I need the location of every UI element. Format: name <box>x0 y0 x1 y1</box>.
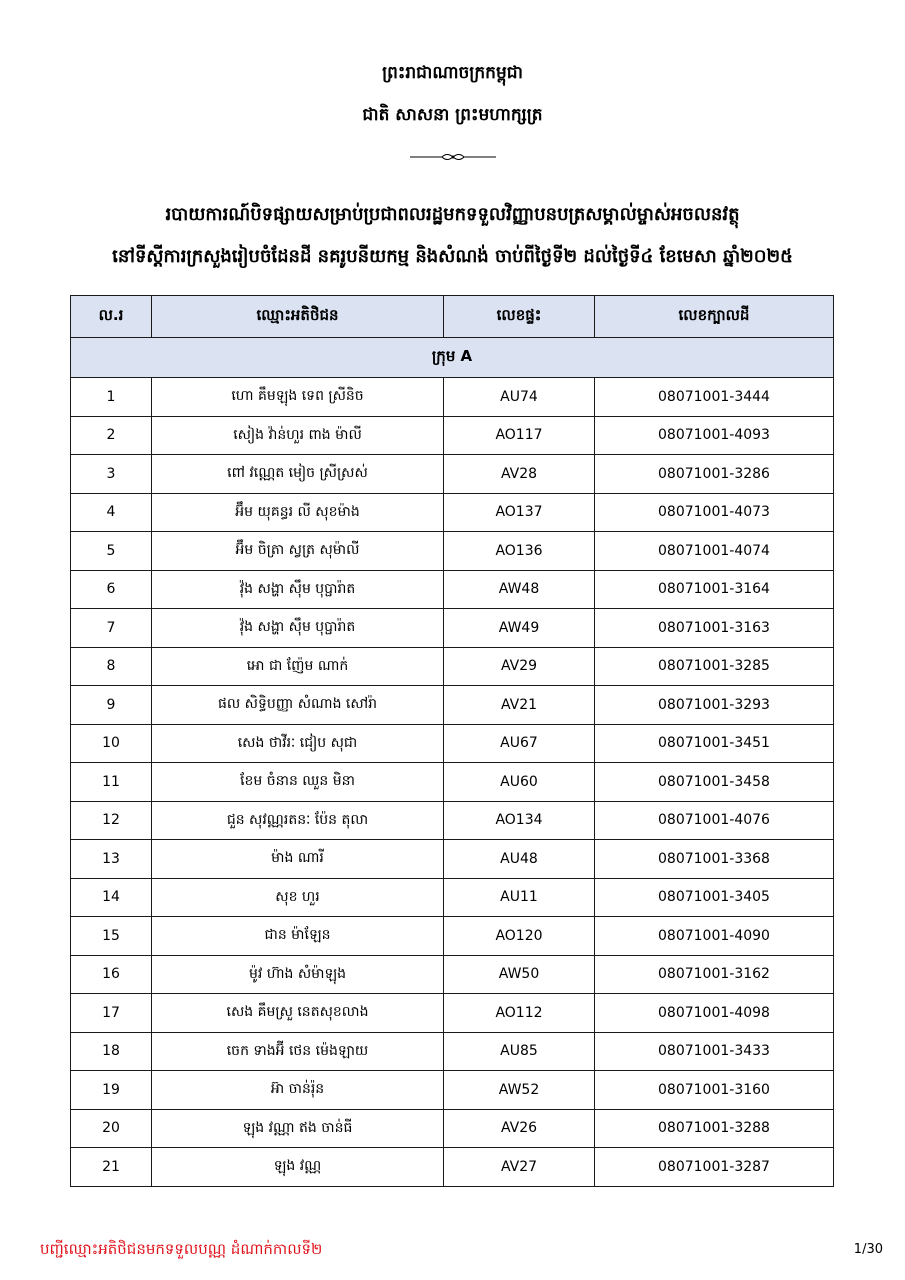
page-number: 1/30 <box>853 1242 883 1257</box>
parcel-number: 08071001-4074 <box>595 532 834 571</box>
parcel-number: 08071001-3405 <box>595 878 834 917</box>
row-number: 4 <box>71 493 152 532</box>
house-number: AV26 <box>444 1109 595 1148</box>
house-number: AO136 <box>444 532 595 571</box>
parcel-number: 08071001-3368 <box>595 840 834 879</box>
row-number: 2 <box>71 416 152 455</box>
house-number: AU11 <box>444 878 595 917</box>
client-name: វ៉ុង សង្ហា ស៊ឹម បុប្ផារ៉ាត <box>152 609 444 648</box>
table-row <box>71 878 834 917</box>
client-name: ហោ គឹមឡុង ទេព ស្រីនិច <box>152 378 444 417</box>
group-label: ក្រុម A <box>71 338 834 378</box>
house-number: AU67 <box>444 724 595 763</box>
row-number: 13 <box>71 840 152 879</box>
house-number: AU60 <box>444 763 595 802</box>
client-name: ឡុង វណ្ណ <box>152 1148 444 1187</box>
client-name: សុខ ហួរ <box>152 878 444 917</box>
client-name: អ៊ឹម យុគន្ធរ លី សុខម៉ាង <box>152 493 444 532</box>
table-row <box>71 1148 834 1187</box>
parcel-number: 08071001-3444 <box>595 378 834 417</box>
house-number: AV21 <box>444 686 595 725</box>
kingdom-heading: ព្រះរាជាណាចក្រកម្ពុជា <box>382 63 523 83</box>
table-row <box>71 1071 834 1110</box>
table-row <box>71 840 834 879</box>
house-number: AU74 <box>444 378 595 417</box>
header-parcel-number: លេខក្បាលដី <box>595 296 834 338</box>
row-number: 16 <box>71 955 152 994</box>
parcel-number: 08071001-3285 <box>595 647 834 686</box>
row-number: 8 <box>71 647 152 686</box>
table-row <box>71 994 834 1033</box>
client-name: អ៊ឹម ចិត្រា ស្វត្រ សុម៉ាលី <box>152 532 444 571</box>
row-number: 6 <box>71 570 152 609</box>
table-row <box>71 1109 834 1148</box>
house-number: AV27 <box>444 1148 595 1187</box>
client-name: ម៉ូវ ហ៊ាង សំម៉ាឡុង <box>152 955 444 994</box>
table-row <box>71 917 834 956</box>
row-number: 18 <box>71 1032 152 1071</box>
table-row <box>71 801 834 840</box>
client-name: សេង ថាវីរៈ ជៀប សុជា <box>152 724 444 763</box>
client-name: ជួន សុវណ្ណរតនៈ ប៉ែន តុលា <box>152 801 444 840</box>
client-name: វ៉ុង សង្ហា ស៊ឹម បុប្ផារ៉ាត <box>152 570 444 609</box>
house-number: AO134 <box>444 801 595 840</box>
row-number: 20 <box>71 1109 152 1148</box>
row-number: 9 <box>71 686 152 725</box>
client-name: អ៊ា ចាន់រ៉ុន <box>152 1071 444 1110</box>
row-number: 5 <box>71 532 152 571</box>
parcel-number: 08071001-3288 <box>595 1109 834 1148</box>
house-number: AW52 <box>444 1071 595 1110</box>
parcel-number: 08071001-3163 <box>595 609 834 648</box>
document-title-line-1: របាយការណ៍បិទផ្សាយសម្រាប់ប្រជាពលរដ្ឋមកទទួលវិញ្ញាបនបត្រសម្គាល់ម្ចាស់អចលនវត្ថុ <box>165 204 740 225</box>
table-row <box>71 609 834 648</box>
national-motto: ជាតិ សាសនា ព្រះមហាក្សត្រ <box>362 105 543 125</box>
row-number: 19 <box>71 1071 152 1110</box>
house-number: AW48 <box>444 570 595 609</box>
row-number: 11 <box>71 763 152 802</box>
table-row <box>71 416 834 455</box>
parcel-number: 08071001-4076 <box>595 801 834 840</box>
parcel-number: 08071001-4098 <box>595 994 834 1033</box>
parcel-number: 08071001-4093 <box>595 416 834 455</box>
client-name: ពៅ វណ្ណេត មៀច ស្រីស្រស់ <box>152 455 444 494</box>
parcel-number: 08071001-3458 <box>595 763 834 802</box>
client-name: ឡុង វណ្ណា ឥង ចាន់ធី <box>152 1109 444 1148</box>
header-number: ល.រ <box>71 296 152 338</box>
footer-note: បញ្ជីឈ្មោះអតិថិជនមកទទួលបណ្ណ ដំណាក់កាលទី២ <box>40 1240 323 1258</box>
table-row <box>71 955 834 994</box>
house-number: AV28 <box>444 455 595 494</box>
divider-ornament-icon <box>410 151 496 163</box>
row-number: 15 <box>71 917 152 956</box>
client-name: សេង គឹមស្រួ នេតសុខលាង <box>152 994 444 1033</box>
house-number: AO120 <box>444 917 595 956</box>
table-row <box>71 493 834 532</box>
house-number: AW49 <box>444 609 595 648</box>
group-row <box>71 338 834 378</box>
house-number: AW50 <box>444 955 595 994</box>
parcel-number: 08071001-3451 <box>595 724 834 763</box>
table-row <box>71 724 834 763</box>
row-number: 1 <box>71 378 152 417</box>
parcel-number: 08071001-3164 <box>595 570 834 609</box>
parcel-number: 08071001-3287 <box>595 1148 834 1187</box>
house-number: AO137 <box>444 493 595 532</box>
client-name: អោ ជា ញ៉ែម ណាក់ <box>152 647 444 686</box>
row-number: 7 <box>71 609 152 648</box>
header-client-name: ឈ្មោះអតិថិជន <box>152 296 444 338</box>
client-name: ម៉ាង ណារី <box>152 840 444 879</box>
document-title-line-2: នៅទីស្តីការក្រសួងរៀបចំដែនដី នគរូបនីយកម្ម និងសំណង់ ចាប់ពីថ្ងៃទី២ ដល់ថ្ងៃទី៤ ខែមេសា ឆ្នាំ២០២៥ <box>112 246 793 267</box>
parcel-number: 08071001-3162 <box>595 955 834 994</box>
table-row <box>71 686 834 725</box>
parcel-number: 08071001-3433 <box>595 1032 834 1071</box>
parcel-number: 08071001-3293 <box>595 686 834 725</box>
recipient-table <box>70 295 834 1187</box>
table-row <box>71 378 834 417</box>
table-header-row <box>71 296 834 338</box>
table-row <box>71 455 834 494</box>
parcel-number: 08071001-3160 <box>595 1071 834 1110</box>
client-name: សៀង វ៉ាន់ហួរ ពាង ម៉ាលី <box>152 416 444 455</box>
client-name: ខែម ចំនាន ឈួន មិនា <box>152 763 444 802</box>
client-name: ផល សិទ្ធិបញ្ញា សំណាង សៅរ៉ា <box>152 686 444 725</box>
parcel-number: 08071001-4090 <box>595 917 834 956</box>
house-number: AU85 <box>444 1032 595 1071</box>
table-row <box>71 763 834 802</box>
header-house-number: លេខផ្ទះ <box>444 296 595 338</box>
client-name: ចេក ទាងអ៊ី ថេន ម៉េងឡាយ <box>152 1032 444 1071</box>
house-number: AO112 <box>444 994 595 1033</box>
parcel-number: 08071001-4073 <box>595 493 834 532</box>
row-number: 21 <box>71 1148 152 1187</box>
row-number: 17 <box>71 994 152 1033</box>
row-number: 14 <box>71 878 152 917</box>
row-number: 12 <box>71 801 152 840</box>
client-name: ជាន ម៉ាឡែន <box>152 917 444 956</box>
table-row <box>71 532 834 571</box>
house-number: AU48 <box>444 840 595 879</box>
house-number: AO117 <box>444 416 595 455</box>
row-number: 3 <box>71 455 152 494</box>
house-number: AV29 <box>444 647 595 686</box>
row-number: 10 <box>71 724 152 763</box>
table-row <box>71 647 834 686</box>
table-row <box>71 1032 834 1071</box>
parcel-number: 08071001-3286 <box>595 455 834 494</box>
table-row <box>71 570 834 609</box>
